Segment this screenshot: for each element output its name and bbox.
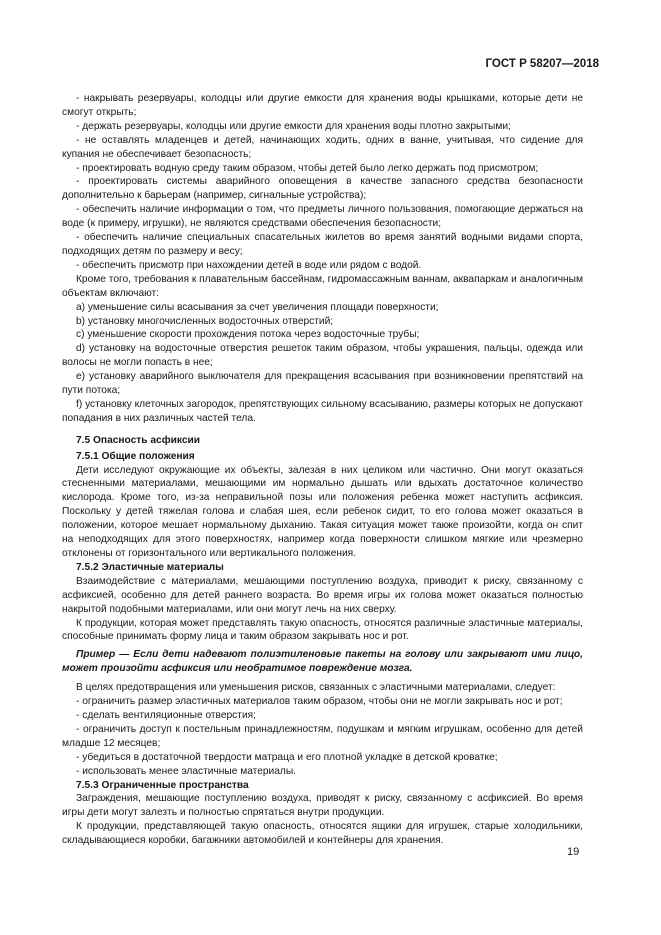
paragraph: К продукции, которая может представлять такую опасность, относятся различные эластичные материалы, способные принимать форму лица и таким образом закрывать нос и рот.	[62, 617, 583, 643]
paragraph: Заграждения, мешающие поступлению воздуха, приводят к риску, связанному с асфиксией. Во время игры дети могут залезть и полностью спрятаться внутри продукции.	[62, 793, 583, 819]
paragraph: Взаимодействие с материалами, мешающими поступлению воздуха, приводит к риску, связанному с асфиксией, особенно для детей раннего возраста. Во время игры их голова может оказаться полностью накрытой подобными материалами, или они могут лечь на них сверху.	[62, 575, 583, 615]
subsection-heading-7-5-2: 7.5.2 Эластичные материалы	[76, 561, 224, 573]
list-item: - обеспечить присмотр при нахождении детей в воде или рядом с водой.	[76, 259, 422, 271]
document-body	[62, 92, 583, 848]
example-note: Пример — Если дети надевают полиэтиленовые пакеты на голову или закрывают ими лицо, может произойти асфиксия или необратимое повреждение мозга.	[62, 649, 583, 675]
list-item: - накрывать резервуары, колодцы или другие емкости для хранения воды крышками, которые дети не смогут открыть;	[62, 93, 583, 118]
paragraph: Дети исследуют окружающие их объекты, залезая в них целиком или частично. Они могут оказаться стесненными материалами, мешающими им нормально дышать или вдыхать достаточное количество кислорода. Кроме того, из-за неправильной позы или положения ребенка может наступить асфиксия. Поскольку у детей тяжелая голова и слабая шея, если ребенок сидит, то его голова может оказаться в положении, которое мешает нормальному дыханию. Такая ситуация может также произойти, когда он спит на неподходящих для этого поверхностях, например когда поверхности слишком мягкие или чрезмерно отклонены от горизонтального или вертикального положения.	[62, 464, 583, 559]
list-item: - держать резервуары, колодцы или другие емкости для хранения воды плотно закрытыми;	[76, 120, 511, 132]
list-item: b) установку многочисленных водосточных отверстий;	[76, 315, 334, 327]
list-item: - обеспечить наличие специальных спасательных жилетов во время занятий водными видами спорта, подходящих детям по размеру и весу;	[62, 232, 583, 257]
list-item: c) уменьшение скорости прохождения потока через водосточные трубы;	[76, 329, 420, 341]
paragraph: В целях предотвращения или уменьшения рисков, связанных с эластичными материалами, следует:	[76, 682, 556, 694]
subsection-heading-7-5-3: 7.5.3 Ограниченные пространства	[76, 779, 249, 791]
list-item: - проектировать системы аварийного оповещения в качестве запасного средства безопасности дополнительно к барьерам (например, сигнальные устройства);	[62, 176, 583, 202]
list-item: - обеспечить наличие информации о том, что предметы личного пользования, помогающие держаться на воде (к примеру, игрушки), не являются средствами обеспечения безопасности;	[62, 204, 583, 230]
list-item: - сделать вентиляционные отверстия;	[76, 709, 256, 721]
list-item: - ограничить размер эластичных материалов таким образом, чтобы они не могли закрывать нос и рот;	[76, 696, 563, 708]
document-code-header: ГОСТ Р 58207—2018	[485, 58, 599, 70]
paragraph: Кроме того, требования к плавательным бассейнам, гидромассажным ваннам, аквапаркам и аналогичным объектам включают:	[62, 273, 583, 299]
page-number: 19	[567, 846, 580, 858]
list-item: f) установку клеточных загородок, препятствующих сильному всасыванию, размеры которых не допускают попадания в них различных частей тела.	[62, 398, 583, 424]
list-item: e) установку аварийного выключателя для прекращения всасывания при возникновении препятствий на пути потока;	[62, 371, 583, 397]
paragraph: К продукции, представляющей такую опасность, относятся ящики для игрушек, старые холодильники, складывающиеся коробки, багажники автомобилей и контейнеры для хранения.	[62, 821, 583, 847]
subsection-heading-7-5-1: 7.5.1 Общие положения	[76, 450, 195, 462]
section-heading-7-5: 7.5 Опасность асфиксии	[76, 434, 201, 446]
list-item: - не оставлять младенцев и детей, начинающих ходить, одних в ванне, учитывая, что сидение для купания не обеспечивает безопасность;	[62, 134, 583, 160]
list-item: a) уменьшение силы всасывания за счет увеличения площади поверхности;	[76, 301, 439, 313]
list-item: d) установку на водосточные отверстия решеток таким образом, чтобы украшения, пальцы, одежда или волосы не могли попасть в нее;	[62, 343, 583, 369]
list-item: - ограничить доступ к постельным принадлежностям, подушкам и мягким игрушкам, особенно для детей младше 12 месяцев;	[62, 723, 583, 749]
list-item: - проектировать водную среду таким образом, чтобы детей было легко держать под присмотром;	[76, 162, 539, 174]
list-item: - убедиться в достаточной твердости матраца и его плотной укладке в детской кроватке;	[76, 751, 498, 763]
list-item: - использовать менее эластичные материалы.	[76, 765, 297, 777]
